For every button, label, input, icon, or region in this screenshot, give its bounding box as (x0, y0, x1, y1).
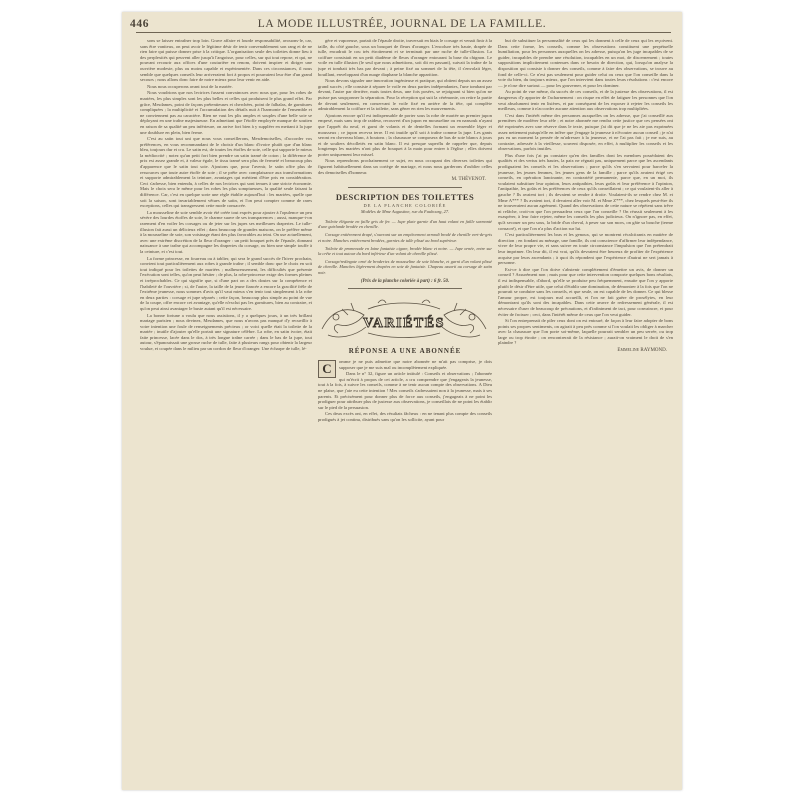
description-entry: Toilette élégante en faille gris de fer. — Jupe plate garnie d'un haut volant en faille surmonté d'une guirlande brodée en chenille. (318, 219, 492, 230)
paragraph: Nous voudrions que nos lectrices fussent convaincues avec nous que, pour les robes de mariées, les plus simples sont les plus belles et celles qui produisent le plus grand effet. Par grâce, Mesdames, point de façons prétentieuses et cherchées, point de falbalas, de garnitures compliquées ; la multiplicité et l'accumulation des détails nuit à l'harmonie de l'ensemble et ne conviennent pas au caractère. Rien ne vaut les plis amples et souples d'une belle soie se déployant en une traîne majestueuse. En admettant que l'étoffe employée manque de soutien en raison de sa qualité un peu inférieure, on arrive fort bien à y suppléer en mettant à la jupe une doublure en plein, bien ferme. (140, 90, 312, 135)
running-header (130, 16, 675, 32)
author-signature: M. THÉVENOT. (451, 177, 486, 183)
page-number: 446 (130, 18, 150, 30)
paragraph: Si l'on entreprenait de piler ceux dont on est entouré, de façon à leur faire adopter de bons points ses propres sentiments, on agirait à peu près comme si l'on voulait les obliger à marcher avec la chaussure que l'on porte soi-même, laquelle pourrait sembler un peu serrée, ou trop large ou trop étroite ; on rencontrerait de la résistance ; aurait-on vraiment le droit de s'en plaindre ? (498, 318, 673, 346)
description-entry: Toilette de promenade en laine fantaisie cigare, brodée blanc et noire. — Jupe ornée, entre sur la crête et tout autour du bord inférieur d'un volant de chenille plissé. (318, 245, 492, 257)
article-opening-paragraph (318, 359, 492, 377)
paragraph: C'est au satin tout uni que nous vous conseillerons, Mesdemoiselles, d'accorder vos préférences, en vous recommandant de le choisir d'un blanc d'ivoire plutôt que d'un blanc bleu, toujours dur et cru. Le satin est, de toutes les étoffes de soie, celle qui supporte le mieux la médiocrité ; notez qu'un petit fort bien prendre un satin tramé de coton ; la différence de prix est assez grande et, à valeur égale, le tissu tramé sera plus de fermeté et beaucoup plus d'apparence que le satin tout soie. Ajoutons que, pour l'avenir, le satin offre plus de ressources que toute autre étoffe de soie ; il se prête avec complaisance aux transformations et supporte admirablement la teinture, avantages qui méritent d'être pris en considération. Ceci s'adresse, bien entendu, à celles de nos lectrices qui sont tenues à une stricte économie. Mais le choix sera le même pour les robes les plus somptueuses, la qualité seule faisant la différence. Car, c'est en quelque sorte une règle établie aujourd'hui : les mariées, quelle que soit la saison, sont invariablement vêtues de satin, et l'on peut compter comme de rares exceptions, celles qui transgressent cette mode consacrée. (140, 136, 312, 209)
paragraph: Plus d'une fois j'ai pu constater qu'en des familles dont les membres possédaient des qualités et des vertus très hautes, la paix ne régnait pas, uniquement parce que les ascendants prodiguaient les conseils et les observations ; parce qu'ils s'en servaient pour harceler la jeunesse, les jeunes femmes, les jeunes gens de la famille ; parce qu'ils avaient érigé ces conseils, en opération lancinante, en contrariété permanente, parce que, en un mot, ils voulaient substituer leur opinion, leurs antipathies, leurs goûts et leur préférence à l'opinion, l'antipathie, les goûts et les préférences de ceux qu'ils conseillaient ; ce qui voulaient-ils aller à gauche ? Ils avaient tort ; ils devaient se rendre à droite. Voulaient-ils se rendre chez M. et Mme A*** ? Ils avaient tort, il devaient aller voir M. et Mme Z***, chez lesquels peut-être ils ne trouveraient aucun agrément. Quand des observations de cette nature se répètent sans trêve ni relâche, croit-on que l'on persuadera ceux que l'on conseille ? On réussit seulement à les exaspérer, à leur faire rejeter, même les conseils les plus judicieux. On n'ignore pas, en effet, qu'à secouer un peu sous, la bride d'un cheval, à peser sur son mors, on gâte sa bouche (terme consacré), et que l'on n'a plus d'action sur lui. (498, 152, 673, 231)
paragraph: C'est dans l'intérêt même des personnes auxquelles on les adresse, que j'ai conseillé aux premières de modérer leur zèle ; et notre abonnée me rendra cette justice que ces pensées ont été exprimées avec une réserve dans le texte, puisque j'ai dit que je ne les aie pas exprimées assez nettement puisqu'elle en infère que j'engage la jeunesse à n'écouter aucun conseil ; je n'ai pas eu un moment la pensée de m'adresser à la jeunesse, et ne l'ai pas fait ; je me suis, au contraire, adressée à la vieillesse, souvent disposée, en effet, à multiplier les conseils et les observations, parfois inutiles. (498, 112, 673, 152)
paragraph: Nous devons signaler une innovation ingénieuse et pratique, qui obtient depuis un an assez grand succès ; elle consiste à séparer le voile en deux parties indépendantes, l'une tombant par devant, l'autre par derrière, mais toutes deux, une fois posées, se rejoignant si bien qu'on ne puisse pas soupçonner la séparation. Pour la réception qui suit la cérémonie, on retire la partie de devant seulement, en conservant le voile fixé en arrière de la tête, qui complète admirablement la coiffure et la toilette, sans gêner en rien les mouvements. (318, 78, 492, 112)
paragraph: gère et vaporeuse, partait de l'épaule droite, traversait en biais le corsage et venait finir à la taille, du côté gauche, sous un bouquet de fleurs d'oranger. L'encolure très haute, drapée de tulle, encadrait le cou très étroitement et se terminait par une ruche de tulle-illusion. La coiffure consistait en un petit diadème de fleurs d'oranger entourant la base du chignon. Le voile en tulle illusion (le seul que nous admettions, soit dit en passant), suivait la traîne de la jupe et tombait très bas par devant ; à peine fixé au sommet de la tête, il s'envolait léger, bouillant, enveloppant d'un nuage diaphane la blanche apparition. (318, 38, 492, 77)
paragraph: La bonne fortune a voulu que nous assistions, il y a quelques jours, à un très brillant mariage parisien ; nous devinez, Mesdames, que nous n'avons pas manqué d'y recueillir à votre intention une foule de renseignements précieux ; or voici quelle était la toilette de la mariée ; inutile d'ajouter qu'elle portait une signature célèbre. La robe, en satin ivoire, était faite princesse, lacée dans le dos, à très longue traîne carrée ; dans le bas de la jupe, tout autour, s'épanouissait une grosse ruche de tulle, faite à plusieurs rangs pour obtenir la largeur voulue, et coupée dans le milieu par un cordon de fleur d'oranger. Une écharpe de tulle, lé- (140, 312, 312, 352)
paragraph: La forme princesse, en fourreau ou à tablier, qui sera le grand succès de l'hiver prochain, convient tout particulièrement aux robes à grande traîne ; il semble donc que le choix en soit tout indiqué pour les toilettes de mariées ; malheureusement, les difficultés que présente l'exécution sont telles, qu'on peut hésiter ; de plus, la robe-princesse exige des formes pleines et irréprochables. Ce qui signifie que, si d'une part on a des doutes sur la compétence et l'habileté de l'ouvrière ; si, de l'autre, la taille de la jeune fiancée a encore la gracilité frêle de l'extrême jeunesse, nous sommes d'avis qu'il vaut mieux s'en tenir tout simplement à la robe en deux parties : corsage et jupe séparés ; cette façon, beaucoup plus simple au point de vue de la coupe, offre encore cet avantage, qu'elle n'exclut pas les garnitures, bien au contraire, et qu'on peut ainsi avantager le buste autant qu'il est nécessaire. (140, 255, 312, 311)
paragraph: Ajoutons encore qu'il est indispensable de porter sous la robe de mariée un premier jupon empesé, mais sans trop de raideur, recouvert d'un jupon en mousseline ou en nansouk n'ayant que l'apprêt du neuf, et garni de volants et de dentelles formant un ensemble léger et mousseux ; ce jupon recevra terre. Il est inutile qu'il soit à traîne comme la jupe. Les gants seront en chevreau blanc, à boutons ; la chaussure se composera de bas de soie blancs à jours et de souliers décolletés en satin blanc. Il est presque superflu de rappeler que, depuis longtemps les mariées n'ont plus de bouquet à la main pour entrer à l'église ; elles doivent porter uniquement leur missel. (318, 112, 492, 157)
varietes-ornamental-banner (318, 295, 490, 345)
description-meta: Modèles de Mme Augustine, rue du Faubourg, 27. (360, 209, 450, 215)
paragraph: Dans le n° 32, figure un article intitulé : Conseils et observations ; l'abonnée qui m'écrit à propos de cet article, a cru comprendre que j'engageais la jeunesse, tout à la fois, à suivre les conseils, comme à ne tenir aucun compte des observations. A Dieu ne plaise, que j'aie eu cette intention ! Mes conseils s'adressaient non à la jeunesse, mais à ses parents. Et précisément pour donner plus de force aux conseils, j'engageais à ne point les prodiguer pour attribuer plus de justesse aux observations, je conseillais de ne point les établir sur le pied de la persuasion. (318, 371, 492, 410)
paragraph: Est-ce à dire que l'on doive s'abstenir complètement d'émettre un avis, de donner un conseil ? Assurément non ; mais pour que cette intervention comporte quelques bons résultats, il est indispensable, d'abord, qu'elle se produise peu fréquemment, ensuite que l'on y apporte plutôt le désir d'être utile, que celui d'établir une domination, de démontrer à la fois que l'on ne pourrait se conduire sans les conseils, et que seule, on est capable de les donner. Ce qui blesse l'amour propre, est toujours mal accueilli, et l'on ne fait guère de prosélytes, en leur démontrant qu'ils sont des incapables. Dans cette œuvre de redressement générale, il est nécessaire d'user de beaucoup de précautions, et d'infiniment de tact, pour convaincre, et pour éviter de froisser ; ceci, dans l'intérêt même de ceux que l'on veut guider. (498, 266, 673, 317)
price-note: (Prix de la planche coloriée à part) : 6 fr. 50. (360, 278, 450, 284)
description-subtitle: DE LA PLANCHE COLORIÉE (363, 202, 447, 208)
description-entry: Corsage entièrement drapé, s'ouvrant sur un empiècement arrondi brodé de chenille vert-de-gris et noire. Manches entièrement brodées, garnies de tulle plissé au bord supérieur. (318, 232, 492, 243)
paragraph: Nous reprendrons prochainement ce sujet, en nous occupant des diverses toilettes qui figurent habituellement dans un cortège de mariage, et nous nous garderons d'oublier celles des demoiselles d'honneur. (318, 158, 492, 175)
section-divider (348, 187, 462, 188)
paragraph: but de substituer la personnalité de ceux qui les donnent à celle de ceux qui les reçoivent. Dans cette forme, les conseils, comme les observations constituent une perpétuelle humiliation, pour les personnes auxquelles on les adresse, puisqu'on les juge incapables de se guider, incapables de prendre une résolution, incapables en un mot, de discernement ; toutes suppositions implicitement contenues dans ce besoin de direction, qui, lorsqu'on analyse la disposition qui consiste à donner des conseils, comme à faire des observations, se trouve au fond de celle-ci. Ce n'est pas seulement pour guider celui ou ceux que l'on conseille dans la voie du bien, du toujours mieux, que l'on intervient dans toutes leurs résolutions : c'est encore — je n'ose dire surtout — pour les gouverner, et pour les dominer. (498, 38, 673, 88)
journal-title: LA MODE ILLUSTRÉE, JOURNAL DE LA FAMILLE. (257, 18, 547, 30)
description-entry: Corsage/redingote orné de broderies de mousseline de soie blanche, et garni d'un volant plissé de chenille. Manches légèrement drapées en soie de fantaisie. Chapeau assorti au corsage de satin noir. (318, 259, 492, 275)
varietes-title: VARIÉTÉS (363, 316, 445, 332)
paragraph: Au point de vue même, du succès de ces conseils, et de la justesse des observations, il est dangereux d'y apporter de l'acharnement : on risque en effet de fatiguer les personnes que l'on veut absolument tenir en lisières, et par conséquent de les exposer à rejeter les conseils les meilleurs, comme à n'accorder aucune attention aux observations trop multipliées. (498, 89, 673, 112)
description-title: DESCRIPTION DES TOILETTES (335, 191, 475, 202)
drop-cap: C (318, 360, 336, 378)
paragraph: Nous nous occuperons avant tout de la mariée. (147, 83, 233, 89)
paragraph: Ces deux excès ont, en effet, des résultats fâcheux : en ne tenant plus compte des conseils prodigués à jet continu, distribués sans qu'on les sollicite, ayant pour (318, 411, 492, 422)
header-rule (136, 32, 671, 33)
paragraph: sons se laisser entraîner trop loin. Grave affaire et lourde responsabilité, avouons-le, car, sans être vaniteux, on peut avoir le légitime désir de tenir convenablement son rang et de ne rien faire qui puisse donner prise à la critique. L'organisation seule des toilettes donne lieu à des perplexités qui peuvent aller jusqu'à l'angoisse, pour celles, sur qui tout repose, et qui, ne pouvant recourir aux offices d'une couturière en renom, doivent inspirer et diriger une ouvrière modeste, plus ou moins capable et expérimentée. Dans ces circonstances, il nous semble que quelques conseils leur arriveraient fort à propos et pourraient leur être d'un grand secours ; nous allons donc faire de notre mieux pour leur venir en aide. (140, 38, 312, 83)
author-signature: Emmeline RAYMOND. (617, 348, 667, 354)
column-right (498, 38, 673, 783)
article-opening-text: omme je ne puis admettre que notre abonnée ne m'ait pas comprise, je dois supposer que je me suis mal ou incomplètement expliquée. (339, 359, 492, 370)
paragraph: C'est particulièrement les bras et les genoux, qui se montrent récalcitrants en matière de direction ; en fondant au ménage, une famille, ils ont conscience d'affirmer leur indépendance, vivre de leur propre vie, et sans suivre en toute circonstance l'impulsion que l'on prétendrait leur imprimer. On leur dit, il est vrai, qu'ils devraient être heureux de profiter de l'expérience acquise par leurs ascendants ; à quoi ils répondent que l'expérience d'autrui ne sert jamais à personne. (498, 232, 673, 266)
section-divider (348, 288, 462, 289)
column-left (140, 38, 312, 783)
column-middle (318, 38, 492, 783)
article-title: RÉPONSE A UNE ABONNÉE (348, 347, 462, 356)
paragraph: La mousseline de soie semble avoir été créée tout exprès pour ajouter à l'opulence un peu sévère des lourdes étoffes de soie, le charme suave de ses transparences ; aussi, manque-t-on rarement d'en voiler les corsages ou de jeter sur les jupes ses meilleures draperies. Le tulle-illusion fait aussi un délicieux effet ; dans beaucoup de grandes maisons, on le préfère même à la mousseline de soie, son voisinage étant des plus favorables au teint. On use actuellement, avec une extrême discrétion de la fleur d'oranger : un petit bouquet près de l'épaule, donnant naissance à une traîne qui accompagne les draperies du corsage, ou bien une simple touffe à la ceinture, et c'est tout. (140, 209, 312, 254)
